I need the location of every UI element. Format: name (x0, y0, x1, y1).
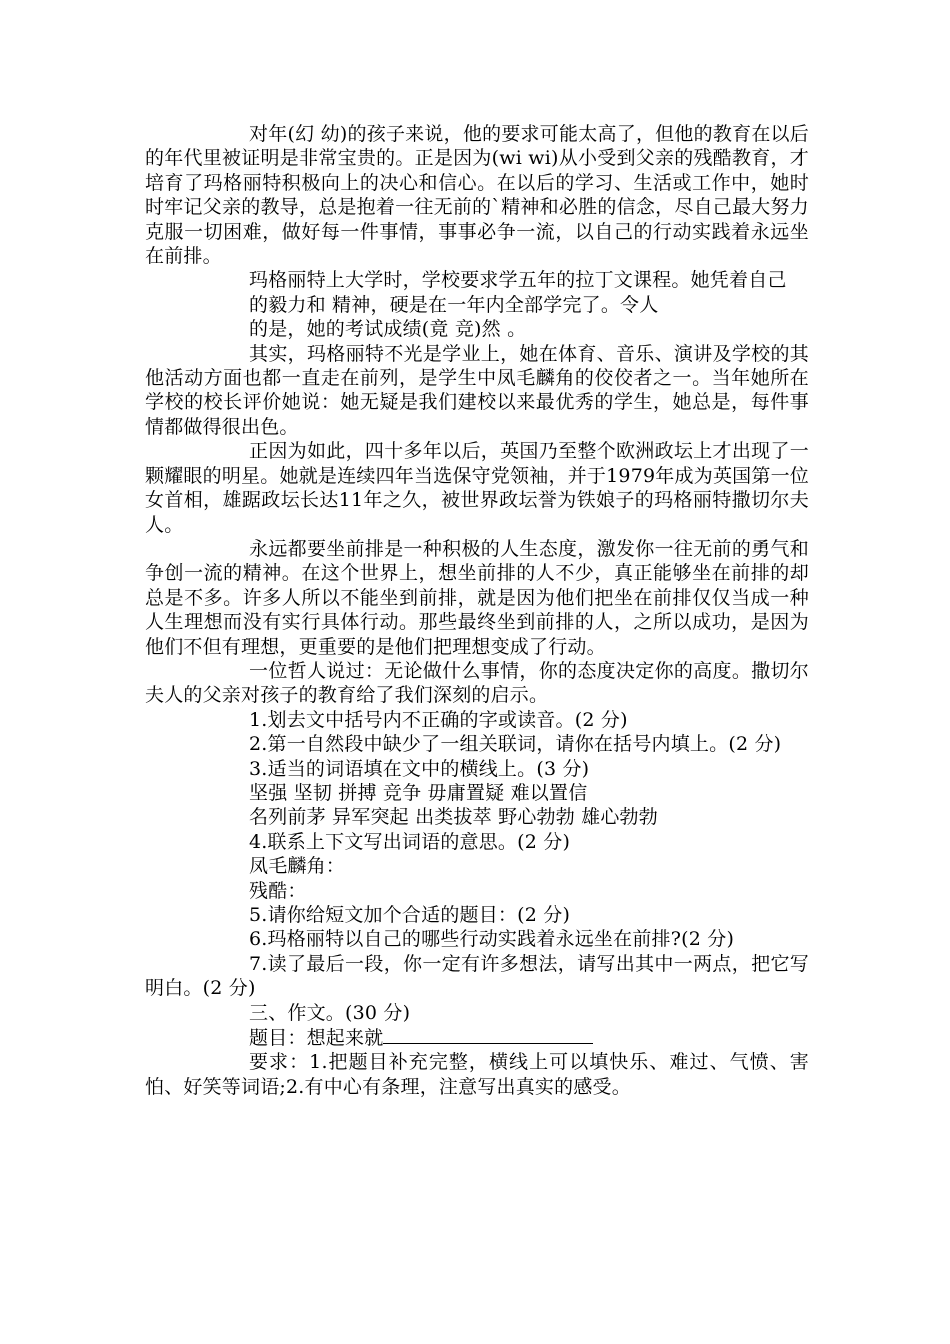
essay-topic-text: 题目：想起来就 (249, 1027, 384, 1050)
question-3: 3.适当的词语填在文中的横线上。(3 分) (249, 757, 590, 780)
question-3-word-bank-2: 名列前茅 异军突起 出类拔萃 野心勃勃 雄心勃勃 (249, 806, 658, 829)
paragraph-1: 对年(幻 幼)的孩子来说，他的要求可能太高了，但他的教育在以后的年代里被证明是非常宝贵的。正是因为(wi wi)从小受到父亲的残酷教育，才培育了玛格丽特积极向上的决心和信心。在以后的学习、生活或工作中，她时时牢记父亲的教导，总是抱着一往无前的`精神和必胜的信念，尽自己最大努力克服一切困难，做好每一件事情，事事必争一流，以自己的行动实践着永远坐在前排。 (145, 123, 809, 268)
paragraph-4: 正因为如此，四十多年以后，英国乃至整个欧洲政坛上才出现了一颗耀眼的明星。她就是连续四年当选保守党领袖，并于1979年成为英国第一位女首相，雄踞政坛长达11年之久，被世界政坛誉为铁娘子的玛格丽特撒切尔夫人。 (145, 440, 809, 536)
paragraph-3: 其实，玛格丽特不光是学业上，她在体育、音乐、演讲及学校的其他活动方面也都一直走在前列，是学生中凤毛麟角的佼佼者之一。当年她所在学校的校长评价她说：她无疑是我们建校以来最优秀的学生，她总是，每件事情都做得很出色。 (145, 342, 809, 438)
question-4-term-b: 残酷： (249, 879, 307, 902)
question-2: 2.第一自然段中缺少了一组关联词，请你在括号内填上。(2 分) (249, 733, 782, 756)
essay-topic (145, 1025, 809, 1050)
question-1: 1.划去文中括号内不正确的字或读音。(2 分) (249, 708, 628, 731)
question-3-word-bank-1: 坚强 坚韧 拼搏 竞争 毋庸置疑 难以置信 (249, 781, 588, 804)
paragraph-2-line-b: 的是，她的考试成绩(竟 竞)然 。 (249, 318, 527, 341)
question-4: 4.联系上下文写出词语的意思。(2 分) (249, 830, 571, 853)
question-5: 5.请你给短文加个合适的题目：(2 分) (249, 904, 571, 926)
section-3-heading: 三、作文。(30 分) (249, 1001, 411, 1024)
paragraph-2: 玛格丽特上大学时，学校要求学五年的拉丁文课程。她凭着自己 (249, 269, 787, 292)
question-6: 6.玛格丽特以自己的哪些行动实践着永远坐在前排?(2 分) (249, 928, 735, 951)
paragraph-6: 一位哲人说过：无论做什么事情，你的态度决定你的高度。撒切尔夫人的父亲对孩子的教育给了我们深刻的启示。 (145, 659, 809, 707)
question-7: 7.读了最后一段，你一定有许多想法，请写出其中一两点，把它写明白。(2 分) (145, 952, 809, 1000)
paragraph-5: 永远都要坐前排是一种积极的人生态度，激发你一往无前的勇气和争创一流的精神。在这个世界上，想坐前排的人不少，真正能够坐在前排的却总是不多。许多人所以不能坐到前排，就是因为他们把坐在前排仅仅当成一种人生理想而没有实行具体行动。那些最终坐到前排的人，之所以成功，是因为他们不但有理想，更重要的是他们把理想变成了行动。 (145, 537, 809, 658)
paragraph-2-line-a: 的毅力和 精神，硬是在一年内全部学完了。令人 (249, 293, 659, 316)
document-body (145, 122, 809, 1099)
topic-blank-line (383, 1025, 593, 1044)
question-4-term-a: 凤毛麟角： (249, 855, 346, 878)
essay-requirement: 要求：1.把题目补充完整，横线上可以填快乐、难过、气愤、害怕、好笑等词语;2.有中心有条理，注意写出真实的感受。 (145, 1051, 809, 1098)
